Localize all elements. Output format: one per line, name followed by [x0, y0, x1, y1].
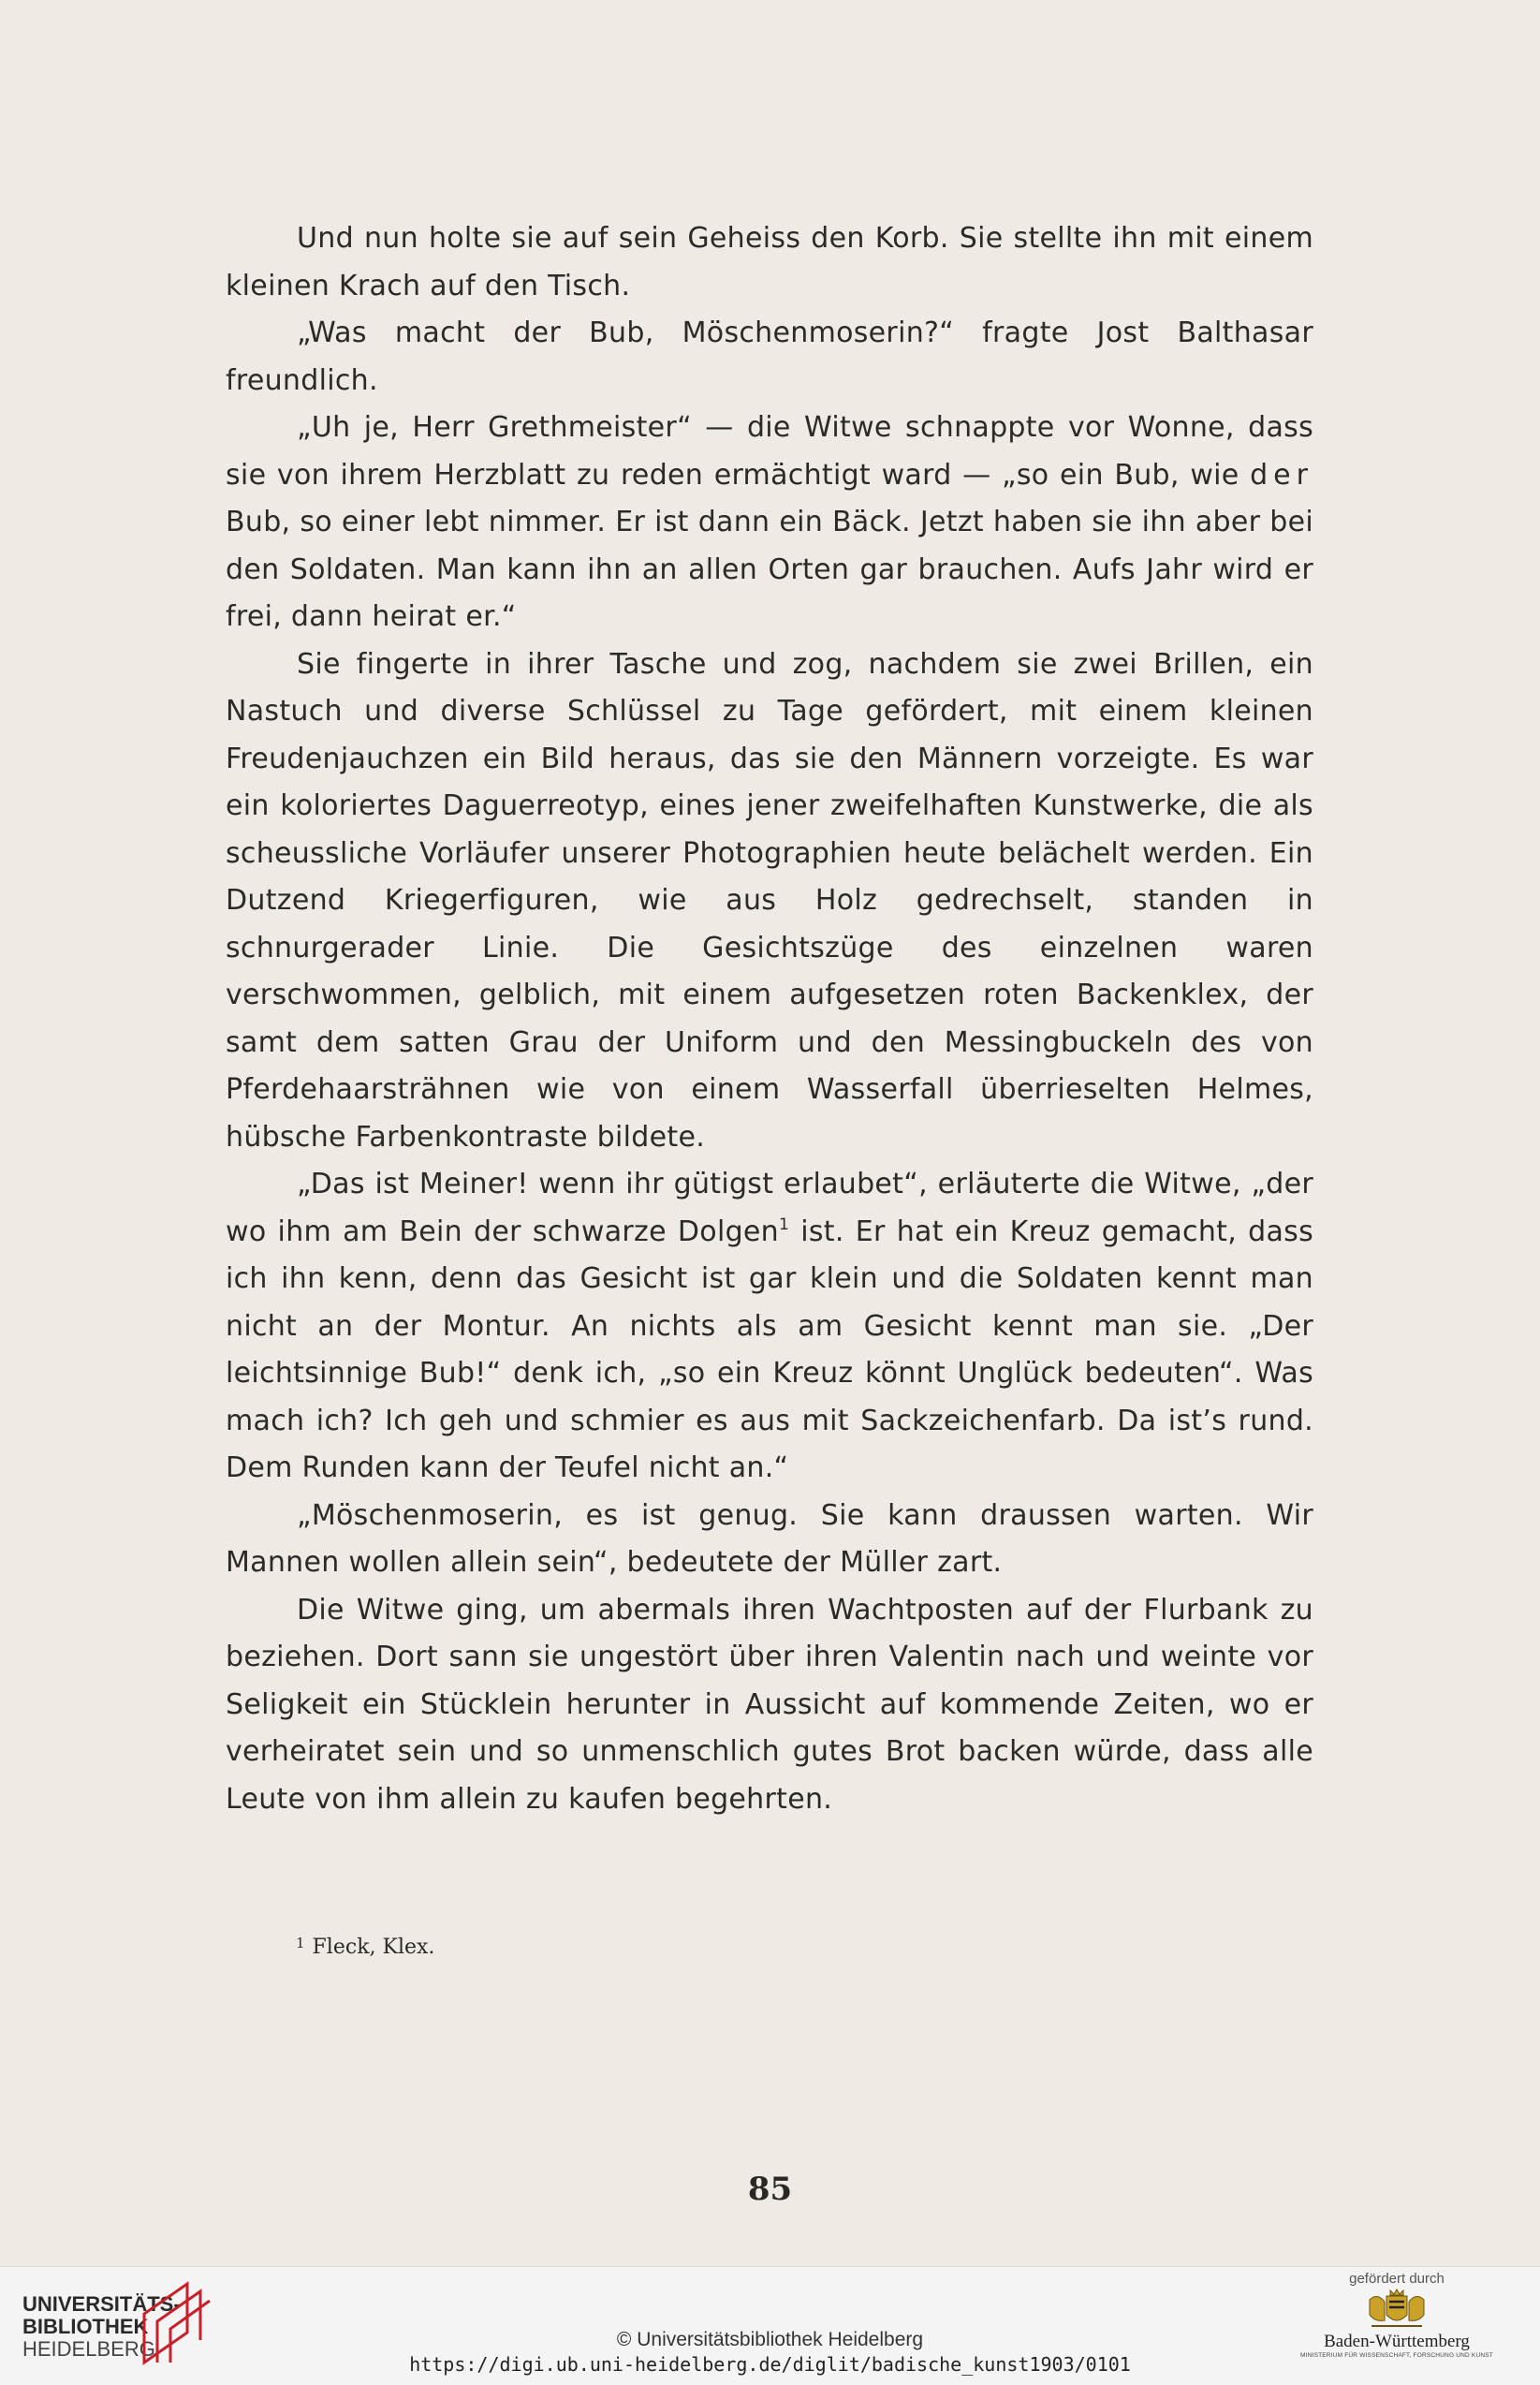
sponsor-label: gefördert durch [1349, 2271, 1445, 2287]
footnote-mark: 1 [296, 1935, 305, 1951]
sponsor-logo[interactable] [1280, 2271, 1514, 2359]
emphasized-word: der [1250, 458, 1313, 492]
paragraph: Die Witwe ging, um abermals ihren Wachtposten auf der Flurbank zu beziehen. Dort sann sie ungestört über ihren Valentin nach und weinte vor Seligkeit ein Stücklein herunter in Aussicht auf kommende Zeiten, wo er verheiratet sein und so unmenschlich gutes Brot backen würde, dass alle Leute von ihm allein zu kaufen begehrten. [226, 1593, 1313, 1816]
paragraph-text: „Das ist Meiner! wenn ihr gütigst erlaubet“, erläuterte die Witwe, „der wo ihm am Bein der schwarze Dolgen [226, 1168, 1313, 1248]
paragraph-text: „Uh je, Herr Grethmeister“ — die Witwe schnappte vor Wonne, dass sie von ihrem Herzblatt zu reden ermächtigt ward — „so ein Bub, wie [226, 411, 1313, 492]
paragraph-text: Bub, so einer lebt nimmer. Er ist dann ein Bäck. Jetzt haben sie ihn aber bei den Soldaten. Man kann ihn an allen Orten gar brauchen. Aufs Jahr wird er frei, dann heirat er.“ [226, 506, 1313, 633]
coat-of-arms-icon [1364, 2289, 1430, 2332]
body-text [226, 215, 1313, 1823]
footnote [296, 1935, 434, 1959]
footer-bar [0, 2266, 1540, 2385]
paragraph: Und nun holte sie auf sein Geheiss den Korb. Sie stellte ihn mit einem kleinen Krach auf den Tisch. [226, 222, 1313, 302]
paragraph-text: ist. Er hat ein Kreuz gemacht, dass ich ihn kenn, denn das Gesicht ist gar klein und die Soldaten kennt man nicht an der Montur. An nichts als am Gesicht kennt man sie. „Der leichtsinnige Bub!“ denk ich, „so ein Kreuz könnt Unglück bedeuten“. Was mach ich? Ich geh und schmier es aus mit Sackzeichenfarb. Da ist’s rund. Dem Runden kann der Teufel nicht an.“ [226, 1215, 1313, 1484]
sponsor-ministry: MINISTERIUM FÜR WISSENSCHAFT, FORSCHUNG UND KUNST [1300, 2352, 1493, 2359]
library-name-line: HEIDELBERG [22, 2337, 155, 2361]
library-name-line: BIBLIOTHEK [22, 2315, 149, 2338]
permalink[interactable]: https://digi.ub.uni-heidelberg.de/diglit/badische_kunst1903/0101 [409, 2353, 1131, 2376]
paragraph: „Was macht der Bub, Möschenmoserin?“ fragte Jost Balthasar freundlich. [226, 317, 1313, 397]
library-name-line: UNIVERSITÄTS- [22, 2292, 181, 2316]
paragraph: Sie fingerte in ihrer Tasche und zog, nachdem sie zwei Brillen, ein Nastuch und diverse Schlüssel zu Tage gefördert, mit einem kleinen Freudenjauchzen ein Bild heraus, das sie den Männern vorzeigte. Es war ein koloriertes Daguerreotyp, eines jener zweifelhaften Kunstwerke, die als scheussliche Vorläufer unserer Photographien heute belächelt werden. Ein Dutzend Kriegerfiguren, wie aus Holz gedrechselt, standen in schnurgerader Linie. Die Gesichtszüge des einzelnen waren verschwommen, gelblich, mit einem aufgesetzen roten Backenklex, der samt dem satten Grau der Uniform und den Messingbuckeln des von Pferdehaarsträhnen wie von einem Wasserfall überrieselten Helmes, hübsche Farbenkontraste bildete. [226, 647, 1313, 1154]
footnote-text: Fleck, Klex. [312, 1936, 435, 1959]
copyright-notice: © Universitätsbibliothek Heidelberg [616, 2329, 924, 2350]
paragraph [226, 1161, 1313, 1493]
footnote-reference: 1 [779, 1215, 790, 1234]
paragraph: „Möschenmoserin, es ist genug. Sie kann draussen warten. Wir Mannen wollen allein sein“, bedeutete der Müller zart. [226, 1498, 1313, 1579]
paragraph [226, 405, 1313, 641]
page-number: 85 [747, 2171, 793, 2208]
sponsor-name: Baden-Württemberg [1324, 2332, 1470, 2351]
